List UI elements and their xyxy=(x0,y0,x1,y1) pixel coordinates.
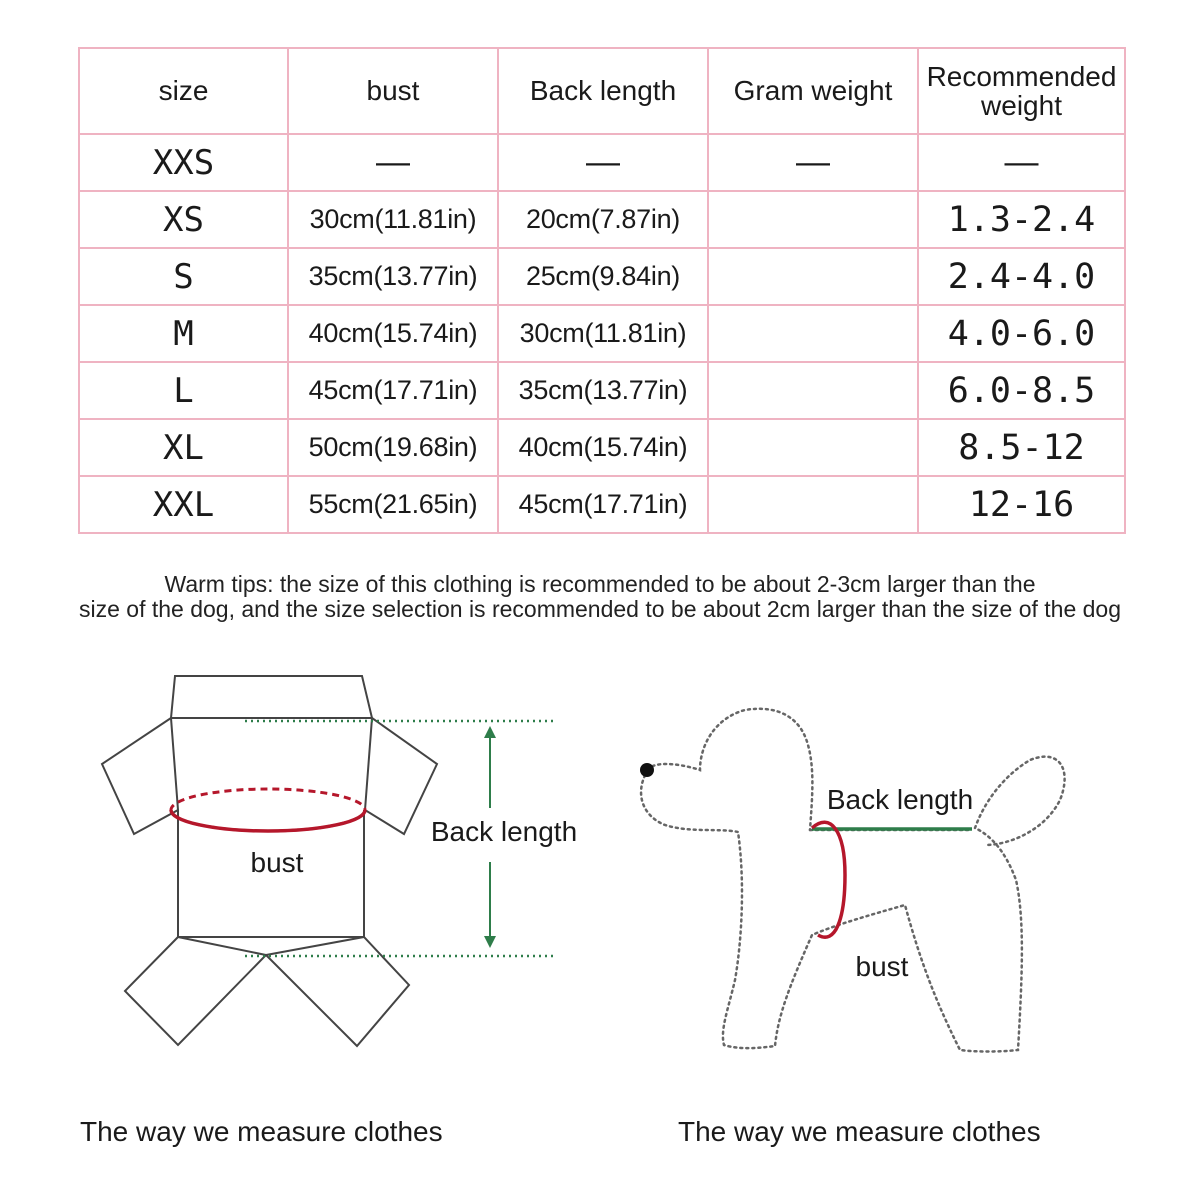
dog-back-length-label: Back length xyxy=(826,784,974,815)
dog-bust-label: bust xyxy=(855,951,909,982)
cell-back-length: 25cm(9.84in) xyxy=(498,248,708,305)
cell-bust: 35cm(13.77in) xyxy=(288,248,498,305)
cell-recommended-weight: 6.0-8.5 xyxy=(918,362,1125,419)
cell-back-length: — xyxy=(498,134,708,191)
clothes-back-length-label: Back length xyxy=(430,816,578,847)
cell-size: L xyxy=(79,362,288,419)
clothes-diagram xyxy=(102,676,577,1046)
header-recommended-weight: Recommended weight xyxy=(918,48,1125,134)
warm-tips-line-2: size of the dog, and the size selection is recommended to be about 2cm larger than the size of the dog xyxy=(78,596,1122,622)
cell-bust: — xyxy=(288,134,498,191)
cell-back-length: 45cm(17.71in) xyxy=(498,476,708,533)
cell-bust: 50cm(19.68in) xyxy=(288,419,498,476)
header-bust: bust xyxy=(288,48,498,134)
cell-size: XXL xyxy=(79,476,288,533)
dog-bust-line xyxy=(812,822,845,937)
cell-gram-weight: — xyxy=(708,134,918,191)
cell-back-length: 30cm(11.81in) xyxy=(498,305,708,362)
header-size: size xyxy=(79,48,288,134)
cell-recommended-weight: 4.0-6.0 xyxy=(918,305,1125,362)
cell-size: XS xyxy=(79,191,288,248)
cell-back-length: 35cm(13.77in) xyxy=(498,362,708,419)
dog-caption: The way we measure clothes xyxy=(678,1116,1041,1147)
cell-recommended-weight: 1.3-2.4 xyxy=(918,191,1125,248)
cell-bust: 45cm(17.71in) xyxy=(288,362,498,419)
cell-recommended-weight: 2.4-4.0 xyxy=(918,248,1125,305)
cell-recommended-weight: 8.5-12 xyxy=(918,419,1125,476)
cell-size: S xyxy=(79,248,288,305)
cell-back-length: 20cm(7.87in) xyxy=(498,191,708,248)
cell-back-length: 40cm(15.74in) xyxy=(498,419,708,476)
cell-recommended-weight: — xyxy=(918,134,1125,191)
cell-recommended-weight: 12-16 xyxy=(918,476,1125,533)
cell-bust: 30cm(11.81in) xyxy=(288,191,498,248)
cell-bust: 55cm(21.65in) xyxy=(288,476,498,533)
cell-size: XXS xyxy=(79,134,288,191)
header-back-length: Back length xyxy=(498,48,708,134)
cell-bust: 40cm(15.74in) xyxy=(288,305,498,362)
cell-size: XL xyxy=(79,419,288,476)
dog-outline-icon xyxy=(641,709,1065,1052)
clothes-caption: The way we measure clothes xyxy=(80,1116,443,1147)
dog-diagram xyxy=(640,709,1065,1052)
clothes-bust-line-front xyxy=(171,810,365,831)
header-gram-weight: Gram weight xyxy=(708,48,918,134)
dog-nose-icon xyxy=(640,763,654,777)
clothes-bust-label: bust xyxy=(250,847,304,878)
cell-size: M xyxy=(79,305,288,362)
warm-tips-line-1: Warm tips: the size of this clothing is recommended to be about 2-3cm larger than the xyxy=(164,571,1036,597)
